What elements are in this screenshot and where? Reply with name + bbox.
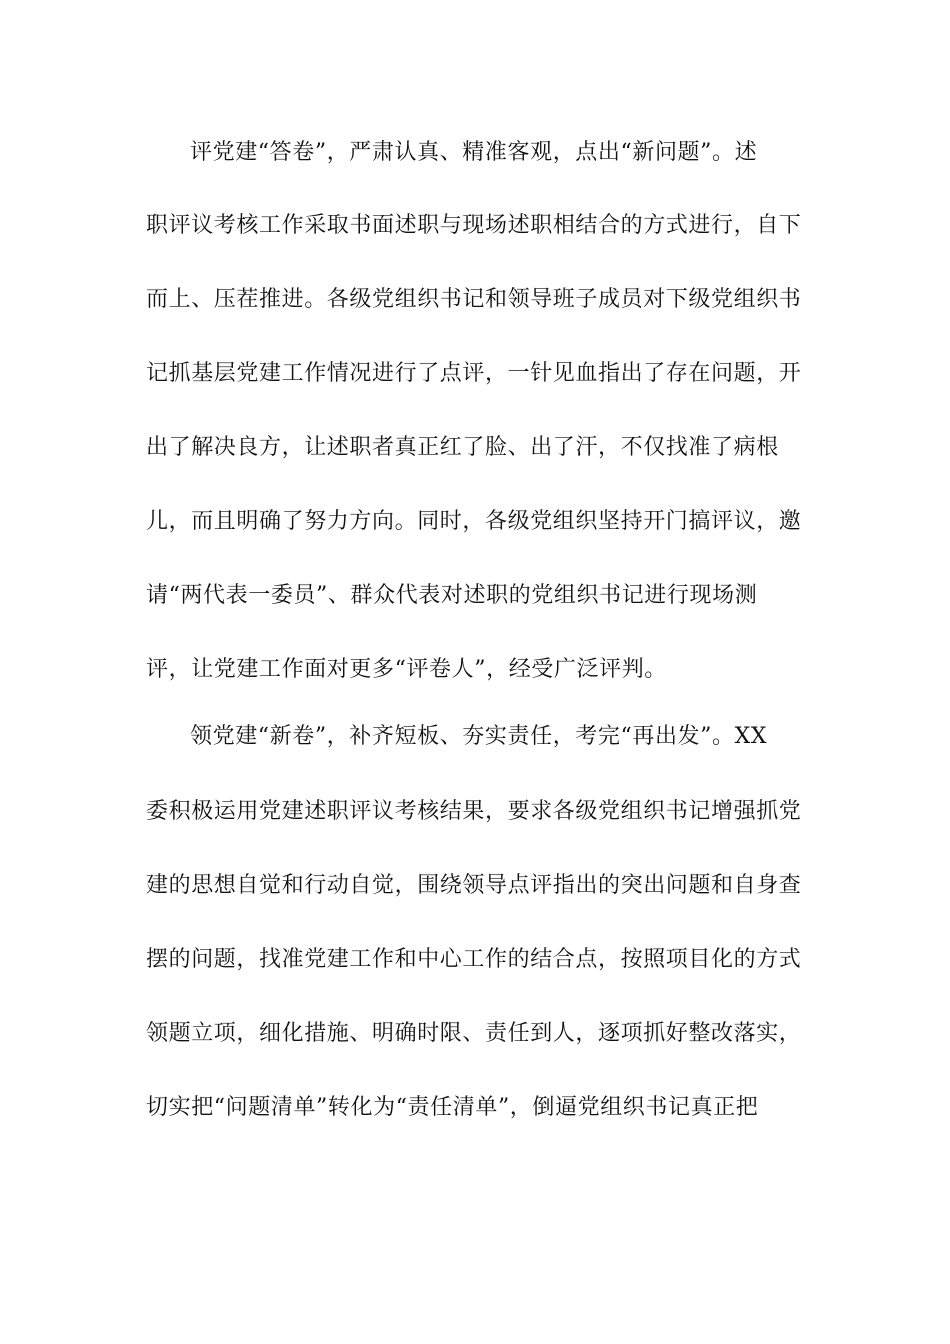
paragraph-1-line-4: 记抓基层党建工作情况进行了点评，一针见血指出了存在问题，开: [146, 361, 802, 386]
paragraph-2-line-3: 建的思想自觉和行动自觉，围绕领导点评指出的突出问题和自身查: [146, 873, 802, 898]
paragraph-2-line-4: 摆的问题，找准党建工作和中心工作的结合点，按照项目化的方式: [146, 947, 802, 972]
paragraph-1-line-3: 而上、压茬推进。各级党组织书记和领导班子成员对下级党组织书: [146, 287, 802, 312]
paragraph-1-line-7: 请“两代表一委员”、群众代表对述职的党组织书记进行现场测: [146, 583, 758, 608]
paragraph-2-line-2: 委积极运用党建述职评议考核结果，要求各级党组织书记增强抓党: [146, 799, 802, 824]
paragraph-2-line-5: 领题立项，细化措施、明确时限、责任到人，逐项抓好整改落实，: [146, 1021, 802, 1046]
paragraph-1-line-2: 职评议考核工作采取书面述职与现场述职相结合的方式进行，自下: [146, 213, 802, 238]
paragraph-2-line-6: 切实把“问题清单”转化为“责任清单”，倒逼党组织书记真正把: [146, 1095, 759, 1120]
paragraph-1-line-6: 儿，而且明确了努力方向。同时，各级党组织坚持开门搞评议，邀: [146, 509, 802, 534]
paragraph-1-line-1: 评党建“答卷”，严肃认真、精准客观，点出“新问题”。述: [190, 140, 758, 165]
paragraph-1-line-5: 出了解决良方，让述职者真正红了脸、出了汗，不仅找准了病根: [146, 435, 779, 460]
paragraph-2-line-1: 领党建“新卷”，补齐短板、夯实责任，考完“再出发”。XX: [190, 724, 768, 749]
paragraph-1-line-8: 评，让党建工作面对更多“评卷人”，经受广泛评判。: [146, 657, 667, 682]
